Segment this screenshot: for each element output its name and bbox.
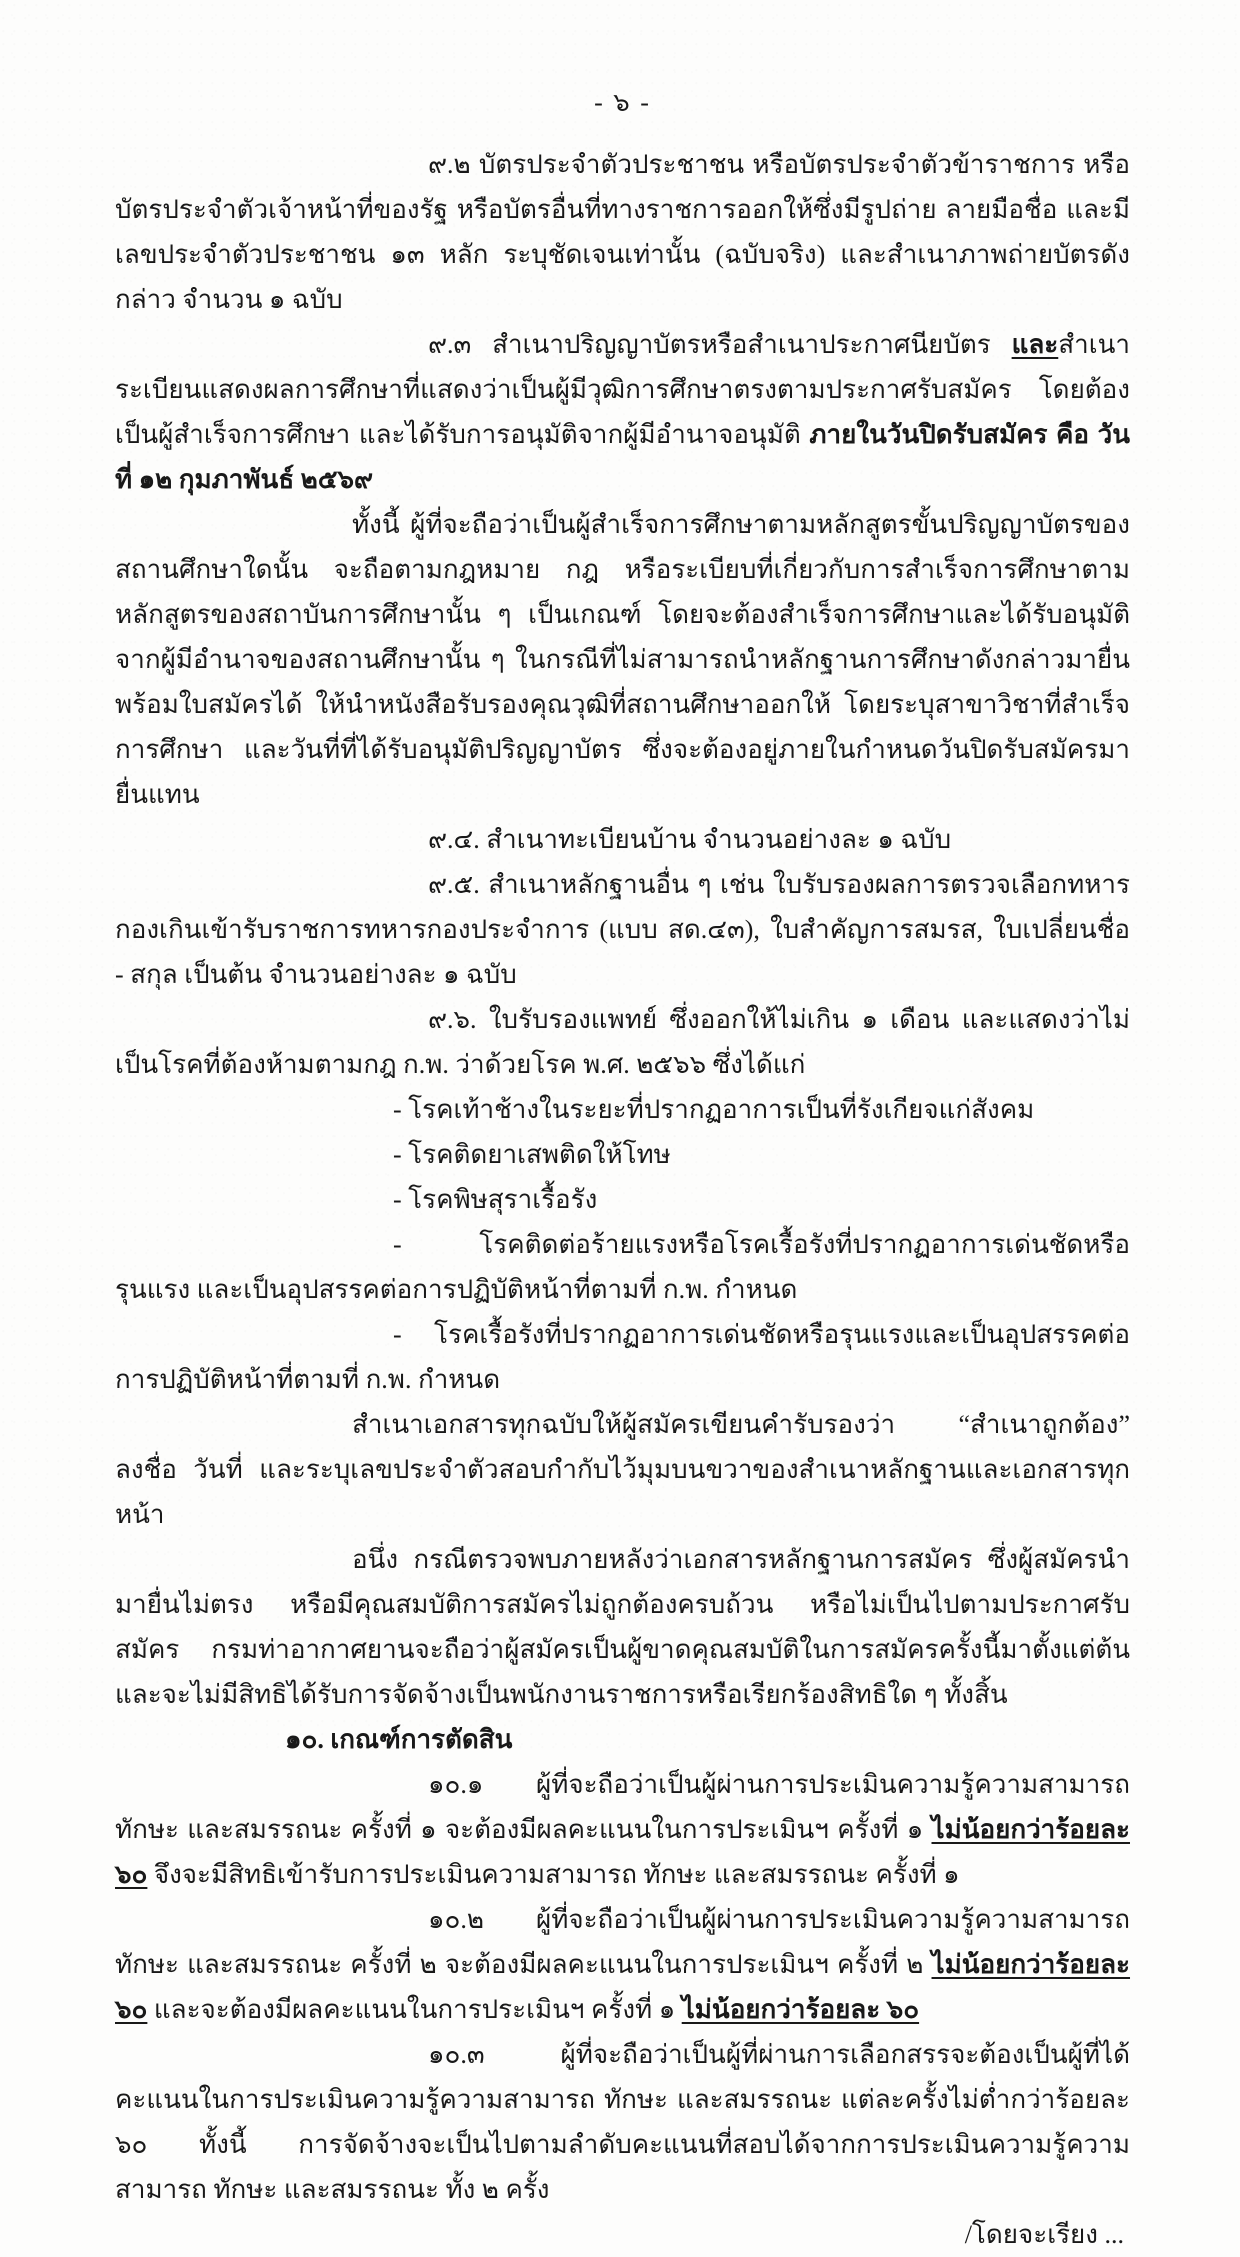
paragraph-10-2-text-b: และจะต้องมีผลคะแนนในการประเมินฯ ครั้งที่ ๑ [147,1995,682,2024]
disease-item-5-text: - โรคเรื้อรังที่ปรากฏอาการเด่นชัดหรือรุนแรงและเป็นอุปสรรคต่อการปฏิบัติหน้าที่ตามที่ ก.พ. กำหนด [115,1320,1130,1394]
underlined-and-word: และ [1011,330,1059,359]
disease-item-3 [115,1177,1130,1222]
disease-item-2-text: - โรคติดยาเสพติดให้โทษ [393,1140,671,1169]
paragraph-9-5-text: ๙.๕. สำเนาหลักฐานอื่น ๆ เช่น ใบรับรองผลการตรวจเลือกทหารกองเกินเข้ารับราชการทหารกองประจำการ (แบบ สด.๔๓), ใบสำคัญการสมรส, ใบเปลี่ยนชื่อ - สกุล เป็นต้น จำนวนอย่างละ ๑ ฉบับ [115,870,1130,989]
disease-item-5 [115,1312,1130,1402]
min-score-60-first: ไม่น้อยกว่าร้อยละ ๖๐ [115,1815,1130,1889]
paragraph-disqualification [115,1537,1130,1717]
paragraph-9-6 [115,997,1130,1087]
paragraph-copy-certify [115,1402,1130,1537]
paragraph-copy-certify-text: สำเนาเอกสารทุกฉบับให้ผู้สมัครเขียนคำรับรองว่า “สำเนาถูกต้อง” ลงชื่อ วันที่ และระบุเลขประจำตัวสอบกำกับไว้มุมบนขวาของสำเนาหลักฐานและเอกสารทุกหน้า [115,1410,1130,1529]
paragraph-10-2-text-a: ๑๐.๒ ผู้ที่จะถือว่าเป็นผู้ผ่านการประเมินความรู้ความสามารถ ทักษะ และสมรรถนะ ครั้งที่ ๒ จะต้องมีผลคะแนนในการประเมินฯ ครั้งที่ ๒ [115,1905,1130,1979]
paragraph-disqualification-text: อนึ่ง กรณีตรวจพบภายหลังว่าเอกสารหลักฐานการสมัคร ซึ่งผู้สมัครนำมายื่นไม่ตรง หรือมีคุณสมบัติการสมัครไม่ถูกต้องครบถ้วน หรือไม่เป็นไปตามประกาศรับสมัคร กรมท่าอากาศยานจะถือว่าผู้สมัครเป็นผู้ขาดคุณสมบัติในการสมัครครั้งนี้มาตั้งแต่ต้น และจะไม่มีสิทธิได้รับการจัดจ้างเป็นพนักงานราชการหรือเรียกร้องสิทธิใด ๆ ทั้งสิ้น [115,1545,1130,1709]
paragraph-9-3 [115,322,1130,502]
continuation-marker: /โดยจะเรียง ... [964,2220,1124,2249]
disease-item-4 [115,1222,1130,1312]
paragraph-graduation-note [115,502,1130,817]
bold-closing-date: ภายในวันปิดรับสมัคร คือ วันที่ ๑๒ กุมภาพันธ์ ๒๕๖๙ [115,420,1130,494]
paragraph-9-3-text-b: สำเนาระเบียนแสดงผลการศึกษาที่แสดงว่าเป็นผู้มีวุฒิการศึกษาตรงตามประกาศรับสมัคร โดยต้องเป็นผู้สำเร็จการศึกษา และได้รับการอนุมัติจากผู้มีอำนาจอนุมัติ [115,330,1130,449]
disease-item-3-text: - โรคพิษสุราเรื้อรัง [393,1185,598,1214]
paragraph-9-5 [115,862,1130,997]
paragraph-9-4 [115,817,1130,862]
section-10-heading-text: ๑๐. เกณฑ์การตัดสิน [285,1725,513,1754]
paragraph-9-6-text: ๙.๖. ใบรับรองแพทย์ ซึ่งออกให้ไม่เกิน ๑ เดือน และแสดงว่าไม่เป็นโรคที่ต้องห้ามตามกฎ ก.พ. ว่าด้วยโรค พ.ศ. ๒๕๖๖ ซึ่งได้แก่ [115,1005,1130,1079]
paragraph-10-1 [115,1762,1130,1897]
disease-item-1 [115,1087,1130,1132]
page-number: - ๖ - [594,88,651,117]
section-10-heading [115,1717,1130,1762]
paragraph-10-2 [115,1897,1130,2032]
paragraph-9-2 [115,142,1130,322]
paragraph-graduation-note-text: ทั้งนี้ ผู้ที่จะถือว่าเป็นผู้สำเร็จการศึกษาตามหลักสูตรขั้นปริญญาบัตรของสถานศึกษาใดนั้น จะถือตามกฎหมาย กฎ หรือระเบียบที่เกี่ยวกับการสำเร็จการศึกษาตามหลักสูตรของสถาบันการศึกษานั้น ๆ เป็นเกณฑ์ โดยจะต้องสำเร็จการศึกษาและได้รับอนุมัติจากผู้มีอำนาจของสถานศึกษานั้น ๆ ในกรณีที่ไม่สามารถนำหลักฐานการศึกษาดังกล่าวมายื่นพร้อมใบสมัครได้ ให้นำหนังสือรับรองคุณวุฒิที่สถานศึกษาออกให้ โดยระบุสาขาวิชาที่สำเร็จการศึกษา และวันที่ที่ได้รับอนุมัติปริญญาบัตร ซึ่งจะต้องอยู่ภายในกำหนดวันปิดรับสมัครมายื่นแทน [115,510,1130,809]
paragraph-9-4-text: ๙.๔. สำเนาทะเบียนบ้าน จำนวนอย่างละ ๑ ฉบับ [428,825,952,854]
paragraph-10-1-text-b: จึงจะมีสิทธิเข้ารับการประเมินความสามารถ ทักษะ และสมรรถนะ ครั้งที่ ๑ [147,1860,960,1889]
disease-item-1-text: - โรคเท้าช้างในระยะที่ปรากฏอาการเป็นที่รังเกียจแก่สังคม [393,1095,1035,1124]
paragraph-10-1-text-a: ๑๐.๑ ผู้ที่จะถือว่าเป็นผู้ผ่านการประเมินความรู้ความสามารถ ทักษะ และสมรรถนะ ครั้งที่ ๑ จะต้องมีผลคะแนนในการประเมินฯ ครั้งที่ ๑ [115,1770,1130,1844]
min-score-60-second: ไม่น้อยกว่าร้อยละ ๖๐ [115,1950,1131,2024]
disease-item-4-text: - โรคติดต่อร้ายแรงหรือโรคเรื้อรังที่ปรากฏอาการเด่นชัดหรือรุนแรง และเป็นอุปสรรคต่อการปฏิบัติหน้าที่ตามที่ ก.พ. กำหนด [115,1230,1130,1304]
paragraph-9-3-text-a: ๙.๓ สำเนาปริญญาบัตรหรือสำเนาประกาศนียบัตร [428,330,1012,359]
paragraph-10-3 [115,2032,1130,2212]
min-score-60-third: ไม่น้อยกว่าร้อยละ ๖๐ [681,1995,920,2024]
paragraph-9-2-text: ๙.๒ บัตรประจำตัวประชาชน หรือบัตรประจำตัวข้าราชการ หรือบัตรประจำตัวเจ้าหน้าที่ของรัฐ หรือบัตรอื่นที่ทางราชการออกให้ซึ่งมีรูปถ่าย ลายมือชื่อ และมีเลขประจำตัวประชาชน ๑๓ หลัก ระบุชัดเจนเท่านั้น (ฉบับจริง) และสำเนาภาพถ่ายบัตรดังกล่าว จำนวน ๑ ฉบับ [115,150,1130,314]
paragraph-10-3-text: ๑๐.๓ ผู้ที่จะถือว่าเป็นผู้ที่ผ่านการเลือกสรรจะต้องเป็นผู้ที่ได้คะแนนในการประเมินความรู้ความสามารถ ทักษะ และสมรรถนะ แต่ละครั้งไม่ต่ำกว่าร้อยละ ๖๐ ทั้งนี้ การจัดจ้างจะเป็นไปตามลำดับคะแนนที่สอบได้จากการประเมินความรู้ความสามารถ ทักษะ และสมรรถนะ ทั้ง ๒ ครั้ง [115,2040,1130,2204]
disease-item-2 [115,1132,1130,1177]
